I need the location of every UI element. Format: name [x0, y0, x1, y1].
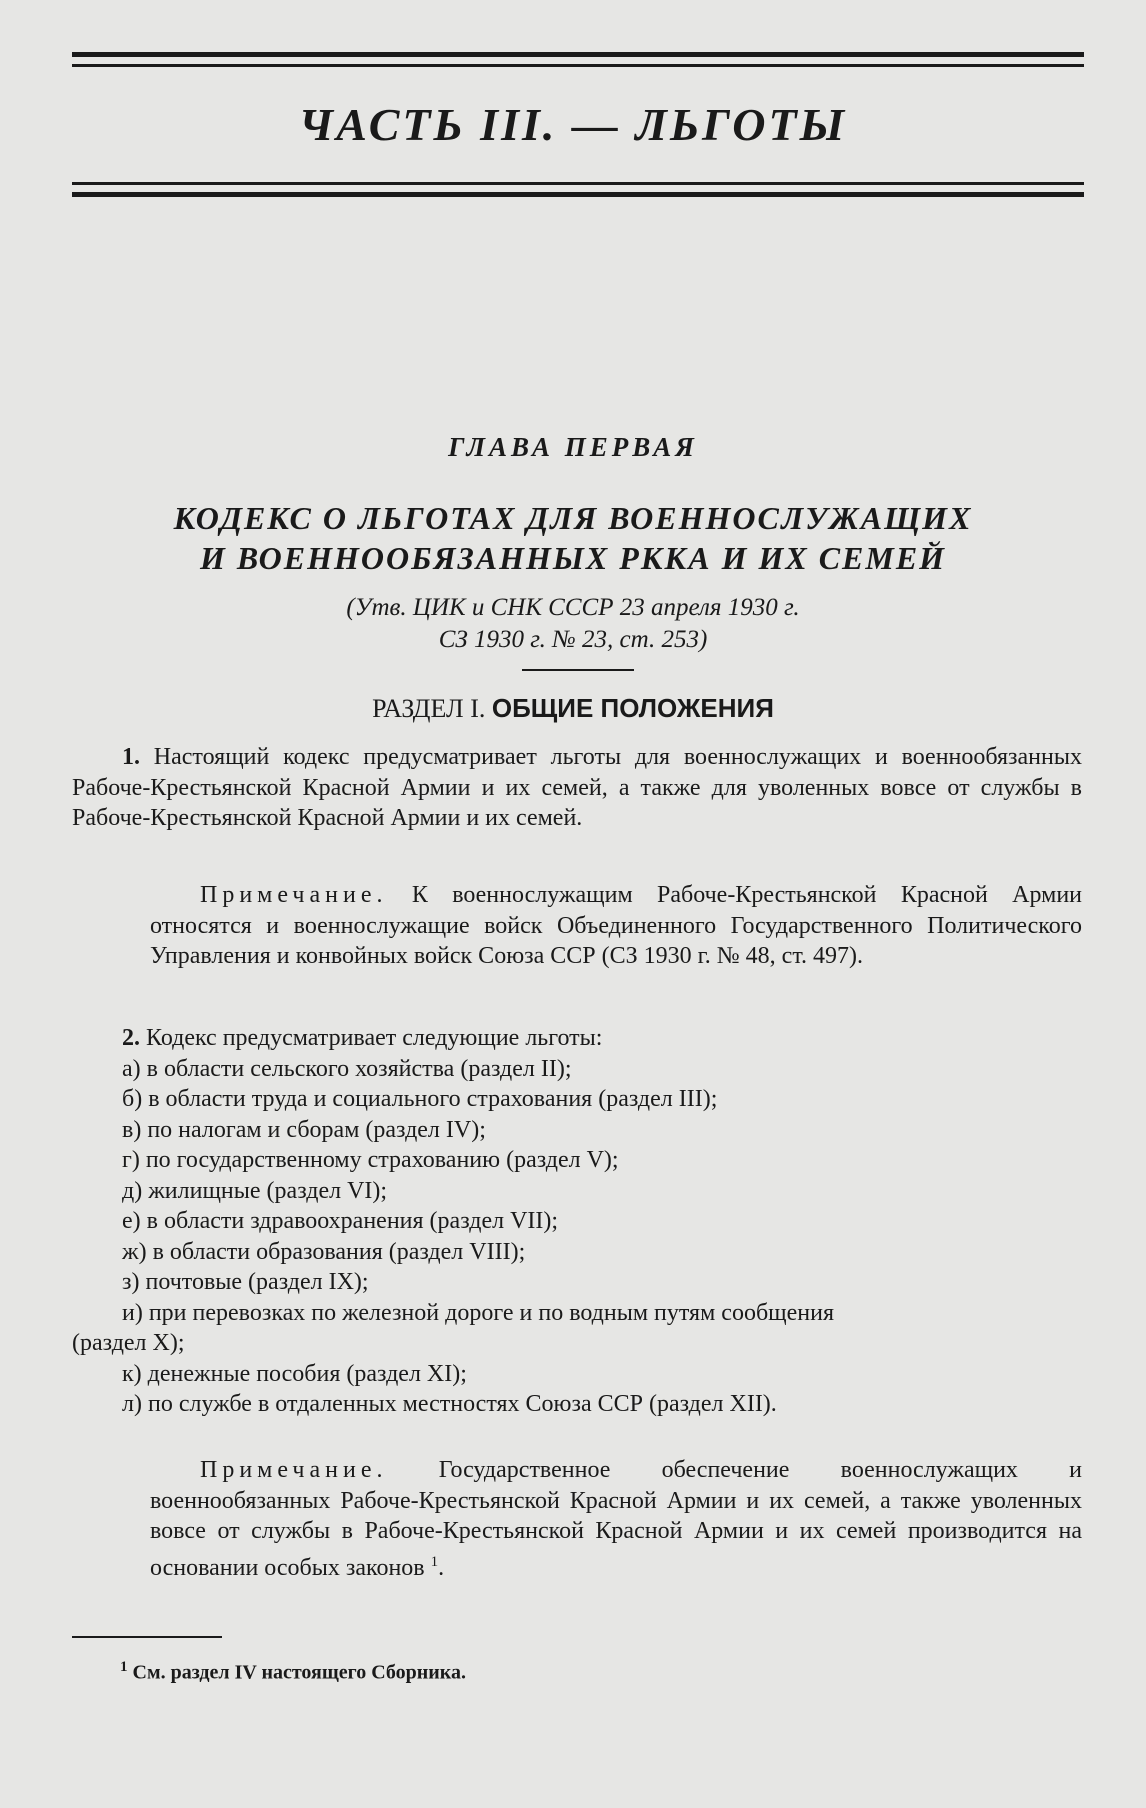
part-title: ЧАСТЬ III. — ЛЬГОТЫ: [298, 99, 848, 150]
note-label: Примечание.: [200, 882, 388, 908]
note-text: К военнослужащим Рабоче-Крестьянской Красной Армии относятся и военнослужащие войск Объединенного Государственного Политического Управления и конвойных войск Союза ССР (СЗ 1930 г. № 48, ст. 497).: [150, 882, 1083, 969]
footnote-ref: 1: [430, 1553, 439, 1570]
approval-line-2: СЗ 1930 г. № 23, ст. 253): [438, 626, 708, 653]
footnote-text: См. раздел IV настоящего Сборника.: [132, 1661, 467, 1684]
note-label: Примечание.: [200, 1457, 388, 1483]
approval-reference: [100, 592, 1046, 656]
section-heading: [0, 693, 1146, 724]
footnote-rule: [72, 1636, 222, 1638]
article-text: Настоящий кодекс предусматривает льготы для военнослужащих и военнообязанных Рабоче-Крестьянской Красной Армии и их семей, а также для уволенных вовсе от службы в Рабоче-Крестьянской Красной Армии и их семей.: [72, 744, 1082, 831]
list-item: и) при перевозках по железной дороге и по водным путям сообщения: [122, 1299, 835, 1326]
footnote-number: 1: [120, 1659, 128, 1675]
list-item: д) жилищные (раздел VI);: [122, 1177, 388, 1204]
article-number: 1.: [122, 744, 140, 770]
article-2: [72, 1023, 1082, 1420]
list-item: л) по службе в отдаленных местностях Союза ССР (раздел XII).: [122, 1391, 777, 1417]
divider: [522, 669, 634, 671]
list-item: а) в области сельского хозяйства (раздел II);: [122, 1055, 572, 1082]
list-item: к) денежные пособия (раздел XI);: [122, 1360, 467, 1387]
chapter-label: ГЛАВА ПЕРВАЯ: [448, 432, 698, 462]
list-item: е) в области здравоохранения (раздел VII);: [122, 1208, 559, 1234]
footnote: [120, 1659, 466, 1685]
article-2-lead: [72, 1023, 1082, 1054]
code-title: [80, 498, 1066, 578]
list-item: г) по государственному страхованию (раздел V);: [122, 1147, 619, 1173]
list-item: з) почтовые (раздел IX);: [122, 1269, 369, 1295]
approval-line-1: (Утв. ЦИК и СНК СССР 23 апреля 1930 г.: [346, 594, 800, 621]
list-item: ж) в области образования (раздел VIII);: [122, 1238, 526, 1265]
top-double-rule: [72, 52, 1084, 74]
bottom-double-rule: [72, 182, 1084, 204]
note-1: [150, 880, 1082, 972]
list-item: б) в области труда и социального страхования (раздел III);: [122, 1086, 718, 1112]
note-end: .: [438, 1554, 445, 1581]
note-text: Государственное обеспечение военнослужащих и военнообязанных Рабоче-Крестьянской Красной Армии и их семей, а также уволенных вовсе от службы в Рабоче-Крестьянской Красной Армии и их семей производится на основании особых законов: [150, 1457, 1082, 1581]
code-title-line-1: КОДЕКС О ЛЬГОТАХ ДЛЯ ВОЕННОСЛУЖАЩИХ: [173, 500, 973, 536]
list-item-continuation: (раздел X);: [72, 1330, 185, 1356]
article-lead-text: Кодекс предусматривает следующие льготы:: [146, 1025, 603, 1051]
code-title-line-2: И ВОЕННООБЯЗАННЫХ РККА И ИХ СЕМЕЙ: [199, 540, 947, 576]
section-prefix: РАЗДЕЛ I.: [372, 694, 486, 723]
list-item: в) по налогам и сборам (раздел IV);: [122, 1116, 486, 1143]
section-title: ОБЩИЕ ПОЛОЖЕНИЯ: [491, 693, 774, 723]
article-1: [72, 742, 1082, 834]
article-number: 2.: [122, 1025, 140, 1051]
note-2: [150, 1455, 1082, 1583]
